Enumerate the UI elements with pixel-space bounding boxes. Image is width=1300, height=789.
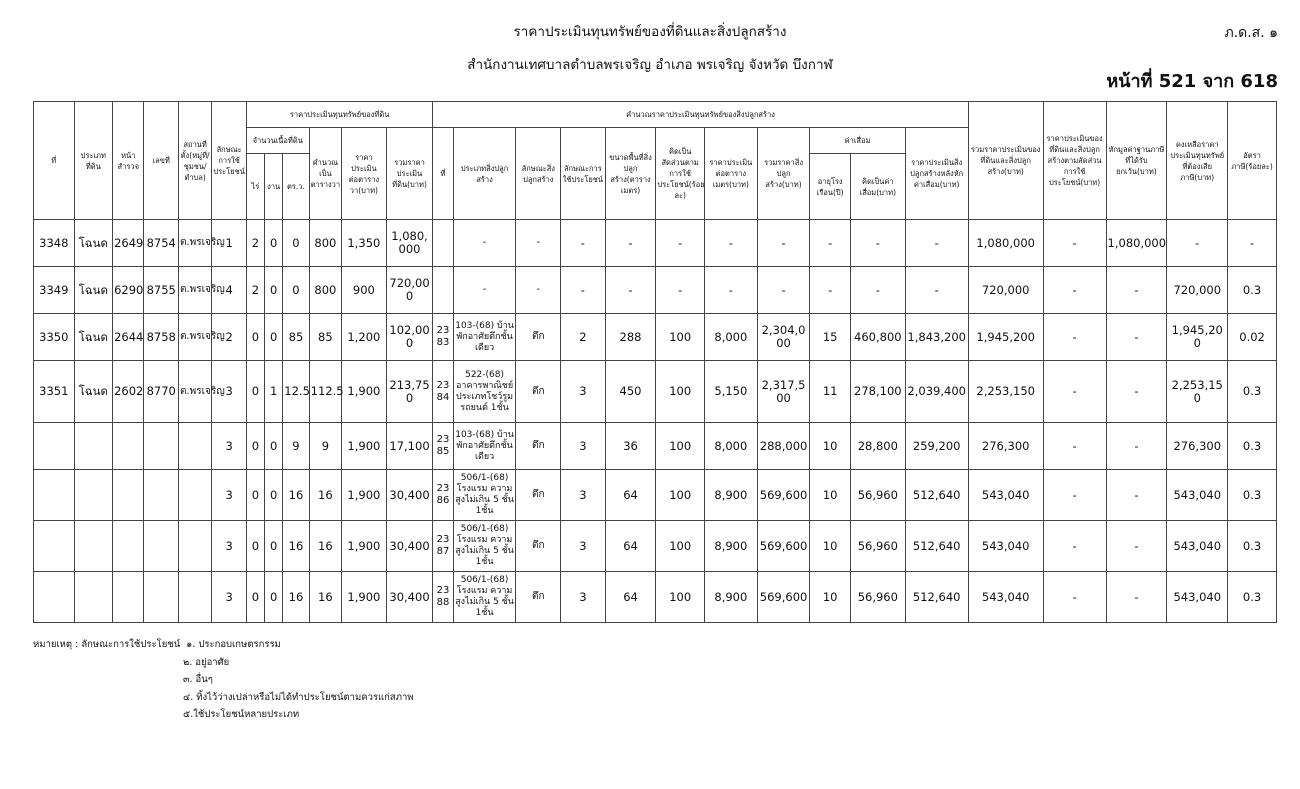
cell-wa: 9 [283,423,309,470]
cell-b-kind: ตึก [516,361,561,423]
cell-remaining: 1,945,200 [1167,314,1228,361]
note-item: ๔. ทิ้งไว้ว่างเปล่าหรือไม่ได้ทำประโยชน์ตามควรแก่สภาพ [183,691,414,703]
col-group-depreciation: ค่าเสื่อม [810,128,905,154]
cell-b-total: 2,304,000 [757,314,810,361]
cell-ratio-price: - [1043,423,1106,470]
cell-page-survey: 2644 [113,314,144,361]
col-grand-total: รวมราคาประเมินของที่ดินและสิ่งปลูกสร้าง(บาท) [968,102,1043,220]
cell-rai: 0 [246,521,264,572]
cell-b-use: - [561,267,606,314]
col-b-use: ลักษณะการใช้ประโยชน์ [561,128,606,220]
cell-page-survey [113,423,144,470]
cell-wa: 16 [283,470,309,521]
cell-deed-type [74,423,113,470]
cell-grand-total: 276,300 [968,423,1043,470]
cell-deed-no: 8755 [144,267,178,314]
cell-exemption: - [1106,521,1167,572]
cell-ngan: 1 [265,361,283,423]
cell-location [178,521,211,572]
cell-ngan: 0 [265,521,283,572]
cell-dep-age: 10 [810,423,851,470]
cell-b-kind: ตึก [516,572,561,623]
cell-land-total: 17,100 [386,423,433,470]
cell-b-no: 2383 [433,314,453,361]
cell-deed-no [144,423,178,470]
cell-wa: 16 [283,521,309,572]
cell-b-after: 2,039,400 [905,361,968,423]
cell-b-use: 3 [561,470,606,521]
cell-dep-value: 56,960 [850,470,905,521]
cell-use: 3 [212,521,246,572]
cell-b-kind: ตึก [516,470,561,521]
cell-b-price: 8,900 [705,470,758,521]
col-exemption: หักมูลค่าฐานภาษีที่ได้รับยกเว้น(บาท) [1106,102,1167,220]
table-row [34,521,1277,572]
cell-b-no: 2388 [433,572,453,623]
cell-dep-value: 278,100 [850,361,905,423]
cell-grand-total: 1,080,000 [968,220,1043,267]
cell-b-type: 506/1-(68) โรงแรม ความสูงไม่เกิน 5 ชั้น 1ชั้น [453,470,516,521]
cell-ngan: 0 [265,470,283,521]
cell-rai: 2 [246,220,264,267]
cell-tax-rate: 0.3 [1228,423,1277,470]
col-price-per-wa: ราคาประเมินต่อตารางวา(บาท) [342,128,387,220]
cell-page-survey [113,470,144,521]
cell-ratio-price: - [1043,361,1106,423]
col-b-ratio: คิดเป็นสัดส่วนตามการใช้ประโยชน์(ร้อยละ) [656,128,705,220]
cell-use: 3 [212,572,246,623]
cell-rai: 0 [246,572,264,623]
note-item: ๑. ประกอบเกษตรกรรม [186,639,281,650]
cell-land-total: 30,400 [386,572,433,623]
cell-b-size: - [605,267,656,314]
cell-location: ต.พรเจริญ [178,314,211,361]
cell-b-size: - [605,220,656,267]
cell-grand-total: 1,945,200 [968,314,1043,361]
cell-sqwa: 800 [309,267,341,314]
cell-exemption: - [1106,572,1167,623]
cell-remaining: 543,040 [1167,470,1228,521]
cell-b-ratio: - [656,267,705,314]
cell-remaining: 543,040 [1167,521,1228,572]
cell-rai: 0 [246,361,264,423]
cell-page-survey [113,521,144,572]
col-b-kind: ลักษณะสิ่งปลูกสร้าง [516,128,561,220]
col-rai: ไร่ [246,154,264,220]
cell-dep-value: - [850,220,905,267]
col-b-price: ราคาประเมินต่อตารางเมตร(บาท) [705,128,758,220]
cell-use: 1 [212,220,246,267]
cell-b-type: 103-(68) บ้านพักอาศัยตึกชั้นเดียว [453,423,516,470]
cell-b-price: 8,900 [705,521,758,572]
cell-ratio-price: - [1043,572,1106,623]
cell-dep-age: 15 [810,314,851,361]
cell-land-total: 1,080,000 [386,220,433,267]
cell-b-total: - [757,220,810,267]
cell-b-kind: ตึก [516,521,561,572]
note-item: ๕.ใช้ประโยชน์หลายประเภท [183,709,300,720]
cell-b-type: 103-(68) บ้านพักอาศัยตึกชั้นเดียว [453,314,516,361]
cell-price-wa: 1,900 [342,361,387,423]
cell-use: 3 [212,423,246,470]
cell-price-wa: 1,900 [342,470,387,521]
cell-tax-rate: - [1228,220,1277,267]
cell-dep-value: 56,960 [850,572,905,623]
col-no: ที่ [34,102,75,220]
cell-b-size: 64 [605,521,656,572]
cell-dep-value: 56,960 [850,521,905,572]
cell-b-size: 450 [605,361,656,423]
cell-dep-age: 11 [810,361,851,423]
cell-ngan: 0 [265,314,283,361]
cell-deed-no: 8754 [144,220,178,267]
cell-ngan: 0 [265,220,283,267]
table-row [34,220,1277,267]
cell-deed-type [74,521,113,572]
cell-deed-type: โฉนด [74,361,113,423]
col-b-after-dep: ราคาประเมินสิ่งปลูกสร้างหลังหักค่าเสื่อม(บาท) [905,128,968,220]
cell-no: 3349 [34,267,75,314]
cell-b-after: 512,640 [905,470,968,521]
cell-b-total: 288,000 [757,423,810,470]
cell-price-wa: 1,900 [342,572,387,623]
cell-b-no: 2386 [433,470,453,521]
usage-notes [33,636,414,724]
cell-deed-no [144,470,178,521]
cell-no: 3350 [34,314,75,361]
cell-grand-total: 720,000 [968,267,1043,314]
cell-location [178,470,211,521]
valuation-table [33,101,1277,623]
cell-b-price: 8,000 [705,314,758,361]
cell-b-kind: - [516,220,561,267]
col-land-total: รวมราคาประเมินที่ดิน(บาท) [386,128,433,220]
cell-dep-value: 460,800 [850,314,905,361]
cell-rai: 0 [246,470,264,521]
cell-exemption: - [1106,423,1167,470]
form-code: ภ.ด.ส. ๑ [1224,25,1278,41]
cell-b-type: 506/1-(68) โรงแรม ความสูงไม่เกิน 5 ชั้น 1ชั้น [453,572,516,623]
cell-b-price: 8,000 [705,423,758,470]
cell-b-no: 2385 [433,423,453,470]
table-row [34,572,1277,623]
cell-b-total: 569,600 [757,572,810,623]
cell-b-type: 506/1-(68) โรงแรม ความสูงไม่เกิน 5 ชั้น 1ชั้น [453,521,516,572]
col-b-no: ที่ [433,128,453,220]
cell-sqwa: 800 [309,220,341,267]
cell-no: 3348 [34,220,75,267]
cell-dep-age: - [810,220,851,267]
cell-remaining: 720,000 [1167,267,1228,314]
cell-land-total: 30,400 [386,521,433,572]
cell-price-wa: 1,900 [342,423,387,470]
cell-page-survey: 6290 [113,267,144,314]
cell-wa: 16 [283,572,309,623]
cell-sqwa: 112.5 [309,361,341,423]
cell-tax-rate: 0.3 [1228,572,1277,623]
cell-land-total: 720,000 [386,267,433,314]
cell-location: ต.พรเจริญ [178,267,211,314]
cell-b-use: 3 [561,521,606,572]
cell-deed-no: 8770 [144,361,178,423]
cell-grand-total: 2,253,150 [968,361,1043,423]
cell-remaining: 276,300 [1167,423,1228,470]
cell-remaining: 543,040 [1167,572,1228,623]
cell-wa: 85 [283,314,309,361]
col-group-land: ราคาประเมินทุนทรัพย์ของที่ดิน [246,102,433,128]
cell-location: ต.พรเจริญ [178,361,211,423]
cell-b-kind: ตึก [516,423,561,470]
cell-remaining: - [1167,220,1228,267]
page-title: ราคาประเมินทุนทรัพย์ของที่ดินและสิ่งปลูกสร้าง [513,24,787,40]
cell-b-price: - [705,267,758,314]
cell-tax-rate: 0.3 [1228,470,1277,521]
cell-dep-value: - [850,267,905,314]
cell-ratio-price: - [1043,470,1106,521]
cell-deed-type: โฉนด [74,220,113,267]
cell-b-ratio: 100 [656,423,705,470]
cell-deed-no: 8758 [144,314,178,361]
cell-dep-age: 10 [810,470,851,521]
cell-deed-type [74,470,113,521]
cell-deed-type [74,572,113,623]
col-ratio-price: ราคาประเมินของที่ดินและสิ่งปลูกสร้างตามสัดส่วนการใช้ประโยชน์(บาท) [1043,102,1106,220]
cell-b-size: 288 [605,314,656,361]
cell-page-survey [113,572,144,623]
cell-dep-age: - [810,267,851,314]
cell-b-ratio: 100 [656,470,705,521]
cell-exemption: 1,080,000 [1106,220,1167,267]
note-item: ๓. อื่นๆ [183,674,213,685]
cell-b-price: 5,150 [705,361,758,423]
cell-wa: 12.5 [283,361,309,423]
cell-b-after: 512,640 [905,521,968,572]
cell-page-survey: 2602 [113,361,144,423]
page-number: หน้าที่ 521 จาก 618 [1106,71,1278,92]
col-page-survey: หน้าสำรวจ [113,102,144,220]
cell-b-total: - [757,267,810,314]
cell-b-use: 3 [561,423,606,470]
col-remaining: คงเหลือราคาประเมินทุนทรัพย์ที่ต้องเสียภาษี(บาท) [1167,102,1228,220]
cell-b-no: 2384 [433,361,453,423]
cell-b-use: 3 [561,361,606,423]
cell-sqwa: 9 [309,423,341,470]
col-tax-rate: อัตราภาษี(ร้อยละ) [1228,102,1277,220]
cell-grand-total: 543,040 [968,572,1043,623]
cell-b-size: 64 [605,572,656,623]
cell-b-after: 1,843,200 [905,314,968,361]
cell-location [178,423,211,470]
cell-use: 3 [212,361,246,423]
cell-b-no: 2387 [433,521,453,572]
cell-b-ratio: 100 [656,361,705,423]
cell-price-wa: 900 [342,267,387,314]
cell-land-total: 213,750 [386,361,433,423]
cell-b-after: 512,640 [905,572,968,623]
cell-b-use: 3 [561,572,606,623]
col-area-sqwa: คำนวณเป็นตารางวา [309,128,341,220]
table-row [34,470,1277,521]
cell-b-size: 36 [605,423,656,470]
col-deed-type: ประเภทที่ดิน [74,102,113,220]
cell-wa: 0 [283,267,309,314]
cell-rai: 2 [246,267,264,314]
cell-b-type: - [453,220,516,267]
cell-no [34,423,75,470]
cell-grand-total: 543,040 [968,470,1043,521]
office-name: สำนักงานเทศบาลตำบลพรเจริญ อำเภอ พรเจริญ จังหวัด บึงกาฬ [467,57,833,73]
col-ngan: งาน [265,154,283,220]
cell-b-use: 2 [561,314,606,361]
col-group-building: คำนวณราคาประเมินทุนทรัพย์ของสิ่งปลูกสร้าง [433,102,968,128]
col-location: สถานที่ตั้ง(หมู่ที่/ชุมชน/ตำบล) [178,102,211,220]
cell-ratio-price: - [1043,521,1106,572]
cell-no: 3351 [34,361,75,423]
cell-sqwa: 16 [309,470,341,521]
table-row [34,423,1277,470]
cell-b-ratio: 100 [656,314,705,361]
cell-ratio-price: - [1043,220,1106,267]
cell-tax-rate: 0.3 [1228,361,1277,423]
cell-exemption: - [1106,361,1167,423]
cell-b-total: 569,600 [757,470,810,521]
cell-b-ratio: 100 [656,521,705,572]
cell-tax-rate: 0.02 [1228,314,1277,361]
cell-dep-age: 10 [810,572,851,623]
cell-b-price: 8,900 [705,572,758,623]
cell-use: 2 [212,314,246,361]
cell-remaining: 2,253,150 [1167,361,1228,423]
cell-sqwa: 16 [309,572,341,623]
cell-location [178,572,211,623]
cell-price-wa: 1,900 [342,521,387,572]
cell-dep-value: 28,800 [850,423,905,470]
cell-use: 3 [212,470,246,521]
col-b-type: ประเภทสิ่งปลูกสร้าง [453,128,516,220]
cell-b-price: - [705,220,758,267]
cell-no [34,470,75,521]
cell-b-type: - [453,267,516,314]
cell-exemption: - [1106,470,1167,521]
cell-ratio-price: - [1043,267,1106,314]
cell-b-type: 522-(68) อาคารพาณิชย์ประเภทโชว์รูมรถยนต์ 1ชั้น [453,361,516,423]
cell-b-ratio: - [656,220,705,267]
cell-price-wa: 1,200 [342,314,387,361]
col-b-total: รวมราคาสิ่งปลูกสร้าง(บาท) [757,128,810,220]
col-dep-age: อายุโรงเรือน(ปี) [810,154,851,220]
cell-location: ต.พรเจริญ [178,220,211,267]
table-row [34,314,1277,361]
cell-dep-age: 10 [810,521,851,572]
cell-exemption: - [1106,267,1167,314]
cell-deed-no [144,521,178,572]
cell-b-kind: ตึก [516,314,561,361]
cell-ratio-price: - [1043,314,1106,361]
cell-b-after: - [905,267,968,314]
table-row [34,267,1277,314]
cell-b-no [433,267,453,314]
cell-deed-type: โฉนด [74,267,113,314]
cell-no [34,572,75,623]
cell-deed-no [144,572,178,623]
cell-grand-total: 543,040 [968,521,1043,572]
cell-b-use: - [561,220,606,267]
cell-rai: 0 [246,423,264,470]
col-wa: ตร.ว. [283,154,309,220]
cell-sqwa: 16 [309,521,341,572]
col-use-type: ลักษณะการใช้ประโยชน์ [212,102,246,220]
note-line-1 [33,636,414,654]
col-group-area: จำนวนเนื้อที่ดิน [246,128,309,154]
cell-exemption: - [1106,314,1167,361]
cell-page-survey: 2649 [113,220,144,267]
cell-ngan: 0 [265,423,283,470]
cell-b-no [433,220,453,267]
cell-deed-type: โฉนด [74,314,113,361]
cell-use: 4 [212,267,246,314]
cell-ngan: 0 [265,572,283,623]
cell-land-total: 102,000 [386,314,433,361]
note-item: ๒. อยู่อาศัย [183,656,230,668]
notes-label: หมายเหตุ : ลักษณะการใช้ประโยชน์ [33,639,181,650]
cell-rai: 0 [246,314,264,361]
col-b-size: ขนาดพื้นที่สิ่งปลูกสร้าง(ตารางเมตร) [605,128,656,220]
cell-b-after: - [905,220,968,267]
cell-land-total: 30,400 [386,470,433,521]
cell-wa: 0 [283,220,309,267]
cell-b-total: 2,317,500 [757,361,810,423]
cell-b-kind: - [516,267,561,314]
cell-sqwa: 85 [309,314,341,361]
cell-tax-rate: 0.3 [1228,267,1277,314]
cell-b-total: 569,600 [757,521,810,572]
cell-b-ratio: 100 [656,572,705,623]
cell-tax-rate: 0.3 [1228,521,1277,572]
col-deed-no: เลขที่ [144,102,178,220]
table-row [34,361,1277,423]
cell-ngan: 0 [265,267,283,314]
cell-b-size: 64 [605,470,656,521]
cell-price-wa: 1,350 [342,220,387,267]
cell-no [34,521,75,572]
cell-b-after: 259,200 [905,423,968,470]
col-dep-value: คิดเป็นค่าเสื่อม(บาท) [850,154,905,220]
